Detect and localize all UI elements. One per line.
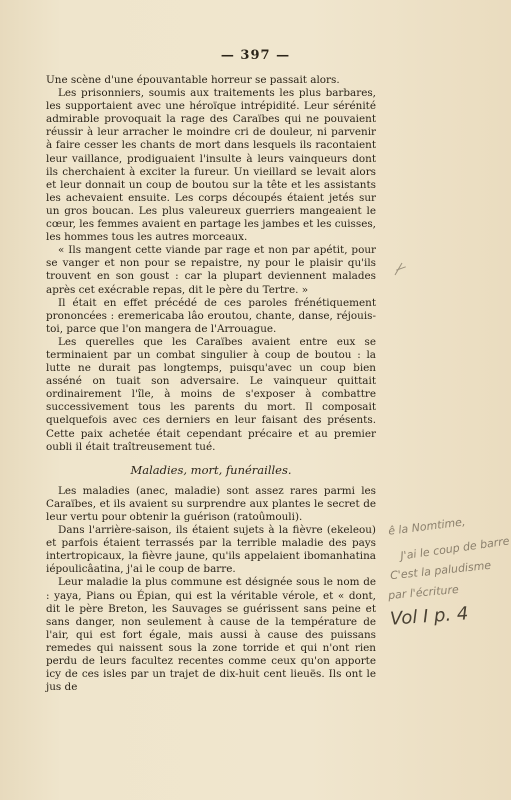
paragraph: Les prisonniers, soumis aux traitements les plus barbares, les supportaient avec une héroïque intrépidité. Leur sérénité admirable provoquait la rage des Caraïbes qui ne pouvaient réussir à leur arracher le moindre cri de douleur, ni parvenir à faire cesser les chants de mort dans lesquels ils racontaient leur vaillance, prodiguaient l'insulte à leurs vainqueurs dont ils cherchaient à exciter la fureur. Un vieillard se levait alors et leur donnait un coup de boutou sur la tête et les assistants les achevaient ensuite. Les corps découpés étaient jetés sur un gros boucan. Les plus valeureux guerriers mangeaient le cœur, les femmes avaient en partage les jambes et les cuisses, les hommes tous les autres morceaux. bbox=[46, 87, 376, 244]
page-number: — 397 — bbox=[220, 48, 291, 63]
paragraph: Il était en effet précédé de ces paroles frénétiquement prononcées : eremericaba lâo eroutou, chante, danse, réjouis-toi, parce que l'on mangera de l'Arrouague. bbox=[46, 296, 376, 335]
paragraph: Les maladies (anec, maladie) sont assez rares parmi les Caraïbes, et ils avaient su surprendre aux plantes le secret de leur vertu pour obtenir la guérison (ratoûmouli). bbox=[46, 484, 376, 523]
paragraph: Une scène d'une épouvantable horreur se passait alors. bbox=[46, 74, 340, 86]
section-heading: Maladies, mort, funérailles. bbox=[130, 462, 292, 477]
margin-note: J'ai le coup de barre bbox=[399, 534, 511, 563]
paragraph: Les querelles que les Caraïbes avaient entre eux se terminaient par un combat singulier à coup de boutou : la lutte ne durait pas longtemps, puisqu'avec un coup bien asséné on tuait son adversaire. Le vainqueur quittait ordinairement l'île, à moins de s'exposer à combattre successivement tous les parents du mort. Il composait quelquefois avec ces derniers en leur faisant des présents. Cette paix achetée était cependant précaire et au premier oubli il était traîtreusement tué. bbox=[46, 335, 376, 453]
body-text bbox=[46, 74, 376, 694]
paragraph: Dans l'arrière-saison, ils étaient sujets à la fièvre (ekeleou) et parfois étaient terrassés par la terrible maladie des pays intertropicaux, la fièvre jaune, qu'ils appelaient ibomanhatina iépoulicâatina, j'ai le coup de barre. bbox=[46, 524, 376, 576]
margin-note: C'est la paludisme bbox=[389, 558, 492, 583]
margin-annotations bbox=[380, 515, 511, 640]
margin-note: Vol I p. 4 bbox=[389, 603, 469, 630]
paragraph: Leur maladie la plus commune est désignée sous le nom de : yaya, Pians ou Épian, qui est la véritable vérole, et « dont, dit le père Breton, les Sauvages se guérissent sans peine et sans danger, non seulement à cause de la température de l'air, qui est fort égale, mais aussi à cause des puissans remedes qui naissent sous la zone torride et qui n'ont rien perdu de leurs facultez recentes comme ceux qu'on apporte icy de ces isles par un trajet de dix-huit cent lieuës. Ils ont le jus de bbox=[46, 576, 376, 694]
paragraph: « Ils mangent cette viande par rage et non par apétit, pour se vanger et non pour se repaistre, ny pour le plaisir qu'ils trouvent en son goust : car la plupart deviennent malades après cet exécrable repas, dit le père du Tertre. » bbox=[46, 244, 376, 296]
margin-note: ê la Nomtime, bbox=[387, 515, 467, 538]
margin-note: par l'écriture bbox=[387, 582, 460, 603]
